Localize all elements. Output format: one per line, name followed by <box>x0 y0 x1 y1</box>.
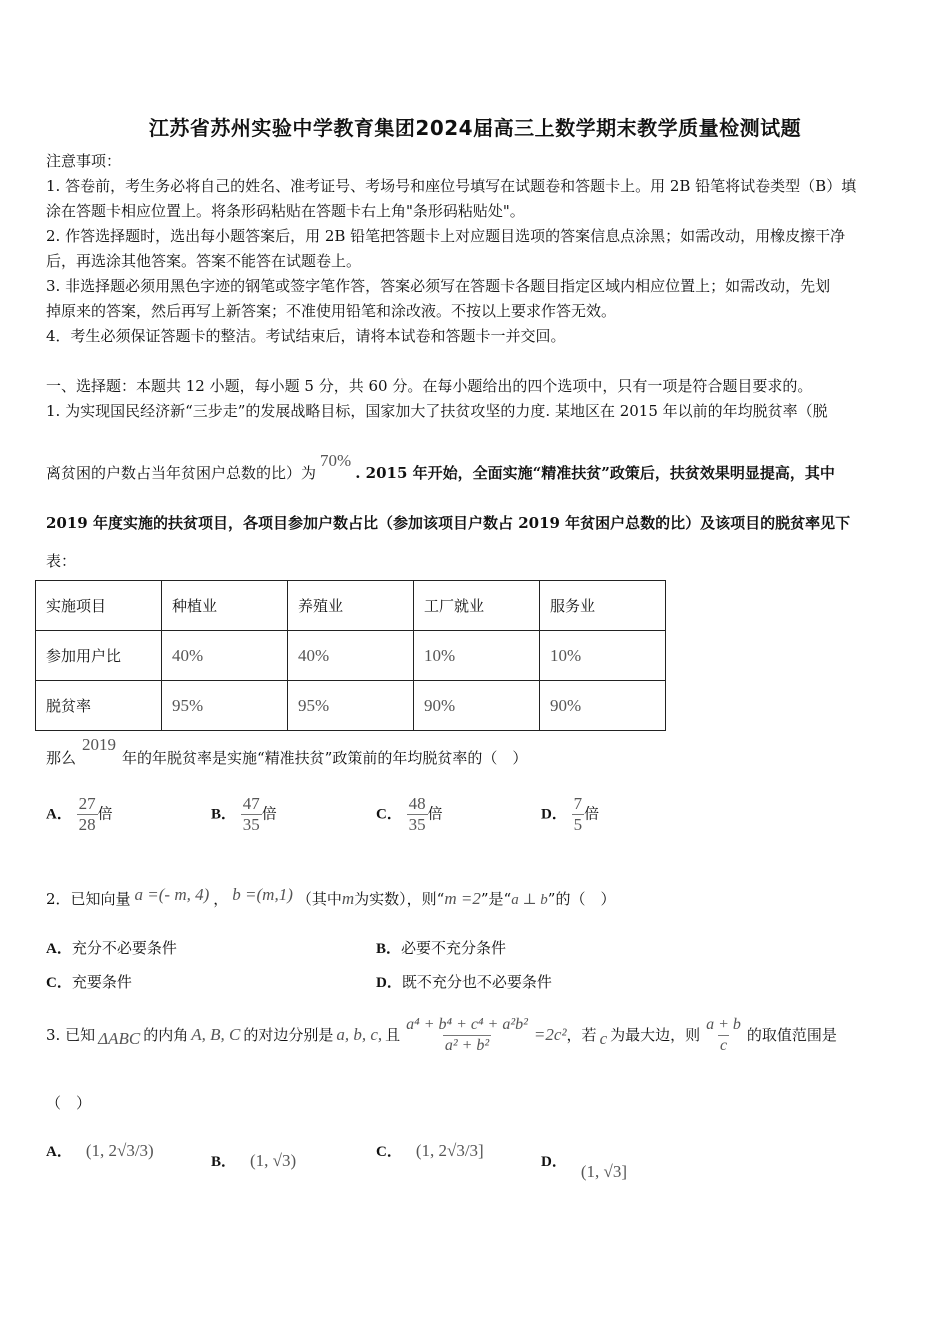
notice-line-3: 2. 作答选择题时，选出每小题答案后，用 2B 铅笔把答题卡上对应题目选项的答案信息点涂黑；如需改动，用橡皮擦干净 <box>46 227 846 245</box>
q2-comma: ， <box>213 890 229 908</box>
q2-option-a[interactable] <box>46 937 177 958</box>
table-cell: 40% <box>288 631 414 681</box>
q3-text-f: 为最大边，则 <box>610 1026 701 1044</box>
q3-fraction <box>404 1015 530 1056</box>
notice-line-5: 3. 非选择题必须用黑色字迹的钢笔或签字笔作答，答案必须写在答题卡各题目指定区域内相应位置上；如需改动，先划 <box>46 277 831 295</box>
table-row <box>36 631 666 681</box>
option-fraction <box>241 794 262 835</box>
option-unit: 倍 <box>584 804 600 823</box>
section-heading: 一、选择题：本题共 12 小题，每小题 5 分，共 60 分。在每小题给出的四个选项中，只有一项是符合题目要求的。 <box>46 377 813 395</box>
q3-text-b: 的内角 <box>143 1026 189 1044</box>
notice-heading: 注意事项： <box>46 152 122 170</box>
q1-line-2 <box>46 451 835 483</box>
q1-line-1: 1. 为实现国民经济新“三步走”的发展战略目标，国家加大了扶贫攻坚的力度. 某地区在 2015 年以前的年均脱贫率（脱 <box>46 402 828 420</box>
q3-triangle: ΔABC <box>98 1029 141 1048</box>
fraction-denominator: 35 <box>408 815 426 834</box>
q2-text-b: （其中 <box>296 890 342 908</box>
option-label: B． <box>376 941 402 957</box>
option-label: C． <box>46 975 72 991</box>
q3-text-a: 3. 已知 <box>46 1026 96 1044</box>
fraction-denominator: c <box>719 1036 728 1054</box>
option-label: C． <box>376 1144 402 1160</box>
q3-option-a[interactable] <box>46 1140 154 1161</box>
page-title: 江苏省苏州实验中学教育集团2024届高三上数学期末教学质量检测试题 <box>148 116 802 140</box>
fraction-denominator: 28 <box>78 815 96 834</box>
table-header-row <box>36 581 666 631</box>
q3-option-b[interactable] <box>211 1150 296 1171</box>
option-text: 充要条件 <box>71 973 132 991</box>
fraction-numerator: 48 <box>408 794 426 813</box>
poverty-table <box>35 580 666 731</box>
table-header-cell: 工厂就业 <box>414 581 540 631</box>
option-text: (1, √3] <box>580 1162 627 1181</box>
table-cell: 90% <box>414 681 540 731</box>
q1-line-2b: . 2015 年开始，全面实施“精准扶贫”政策后，扶贫效果明显提高，其中 <box>355 464 835 482</box>
q2-vector-a: a =(- m, 4) <box>134 885 210 904</box>
table-header-cell: 养殖业 <box>288 581 414 631</box>
notice-line-7: 4．考生必须保证答题卡的整洁。考试结束后，请将本试卷和答题卡一并交回。 <box>46 327 566 345</box>
option-label: D． <box>541 806 567 823</box>
fraction-denominator: a² + b² <box>444 1036 490 1054</box>
option-fraction <box>407 794 428 835</box>
table-row <box>36 681 666 731</box>
q3-answer-paren: （ ） <box>46 1094 92 1112</box>
q1-option-d[interactable] <box>541 794 599 835</box>
table-header-cell: 实施项目 <box>36 581 162 631</box>
q2-condition: m =2 <box>444 889 481 908</box>
option-text: 既不充分也不必要条件 <box>401 973 552 991</box>
option-label: D． <box>376 975 402 991</box>
option-text: 充分不必要条件 <box>71 939 177 957</box>
q1-stem-a: 那么 <box>46 749 77 767</box>
q2-vector-b: b =(m,1) <box>232 885 293 904</box>
q3-text-c: 的对边分别是 <box>243 1026 334 1044</box>
q3-var-c: c <box>599 1029 608 1048</box>
option-label: B． <box>211 1154 237 1170</box>
q1-option-c[interactable] <box>376 794 443 835</box>
q3-angles: A, B, C <box>191 1025 241 1044</box>
notice-line-6: 掉原来的答案，然后再写上新答案；不准使用铅笔和涂改液。不按以上要求作答无效。 <box>46 302 617 320</box>
table-cell: 95% <box>288 681 414 731</box>
fraction-numerator: a⁴ + b⁴ + c⁴ + a²b² <box>406 1015 528 1033</box>
option-label: C． <box>376 806 402 823</box>
q1-line-4: 表： <box>46 552 77 570</box>
table-header-cell: 种植业 <box>162 581 288 631</box>
q3-text-e: ，若 <box>566 1026 597 1044</box>
q3-ratio <box>704 1015 743 1056</box>
q1-line-3: 2019 年度实施的扶贫项目，各项目参加户数占比（参加该项目户数占 2019 年贫困户总数的比）及该项目的脱贫率见下 <box>46 514 851 532</box>
q1-year: 2019 <box>82 735 117 754</box>
notice-line-4: 后，再选涂其他答案。答案不能答在试题卷上。 <box>46 252 362 270</box>
fraction-numerator: 47 <box>242 794 260 813</box>
q1-stem <box>46 735 528 768</box>
fraction-denominator: 5 <box>573 815 583 834</box>
option-unit: 倍 <box>427 804 443 823</box>
option-text: (1, 2√3/3) <box>85 1140 154 1160</box>
q3-text-g: 的取值范围是 <box>746 1026 837 1044</box>
q2-text-d: ”是“ <box>480 890 512 908</box>
q2-text-c: 为实数），则“ <box>354 890 445 908</box>
notice-line-2: 涂在答题卡相应位置上。将条形码粘贴在答题卡右上角"条形码粘贴处"。 <box>46 202 525 220</box>
q3-option-c[interactable] <box>376 1140 484 1161</box>
option-text: (1, 2√3/3] <box>415 1140 484 1160</box>
q1-option-b[interactable] <box>211 794 277 835</box>
option-unit: 倍 <box>97 804 113 823</box>
option-label: A． <box>46 941 72 957</box>
q2-option-b[interactable] <box>376 937 506 958</box>
q3-option-d[interactable] <box>541 1150 627 1181</box>
option-label: B． <box>211 806 237 823</box>
option-label: A． <box>46 806 72 823</box>
q2-perp: a ⊥ b <box>511 892 548 908</box>
q2-text-a: 2．已知向量 <box>46 890 131 908</box>
table-cell: 10% <box>414 631 540 681</box>
table-header-cell: 服务业 <box>540 581 666 631</box>
q3-sides: a, b, c, <box>336 1025 383 1044</box>
fraction-numerator: a + b <box>706 1015 741 1033</box>
table-cell: 90% <box>540 681 666 731</box>
q1-option-a[interactable] <box>46 794 113 835</box>
q3-equation-rhs: =2c² <box>533 1025 567 1044</box>
q2-var-m: m <box>341 889 355 908</box>
table-row-label: 脱贫率 <box>36 681 162 731</box>
option-label: D． <box>541 1154 567 1170</box>
q1-stem-b: 年的年脱贫率是实施“精准扶贫”政策前的年均脱贫率的（ ） <box>122 749 528 767</box>
option-text: (1, √3) <box>250 1150 297 1170</box>
q1-rate: 70% <box>320 451 352 470</box>
q3-stem <box>46 1010 837 1060</box>
option-fraction <box>572 794 585 835</box>
q2-option-c[interactable] <box>46 971 132 992</box>
fraction-numerator: 27 <box>78 794 96 813</box>
q1-line-2a: 离贫困的户数占当年贫困户总数的比）为 <box>46 464 317 482</box>
option-text: 必要不充分条件 <box>401 939 507 957</box>
q3-text-d: 且 <box>385 1026 401 1044</box>
table-cell: 10% <box>540 631 666 681</box>
q2-stem <box>46 885 616 910</box>
q2-option-d[interactable] <box>376 971 552 992</box>
table-cell: 95% <box>162 681 288 731</box>
option-unit: 倍 <box>261 804 277 823</box>
q2-text-e: ”的（ ） <box>547 890 616 908</box>
table-cell: 40% <box>162 631 288 681</box>
option-fraction <box>77 794 98 835</box>
table-row-label: 参加用户比 <box>36 631 162 681</box>
option-label: A． <box>46 1144 72 1160</box>
fraction-denominator: 35 <box>242 815 260 834</box>
notice-line-1: 1. 答卷前，考生务必将自己的姓名、准考证号、考场号和座位号填写在试题卷和答题卡上。用 2B 铅笔将试卷类型（B）填 <box>46 177 857 195</box>
fraction-numerator: 7 <box>573 794 583 813</box>
